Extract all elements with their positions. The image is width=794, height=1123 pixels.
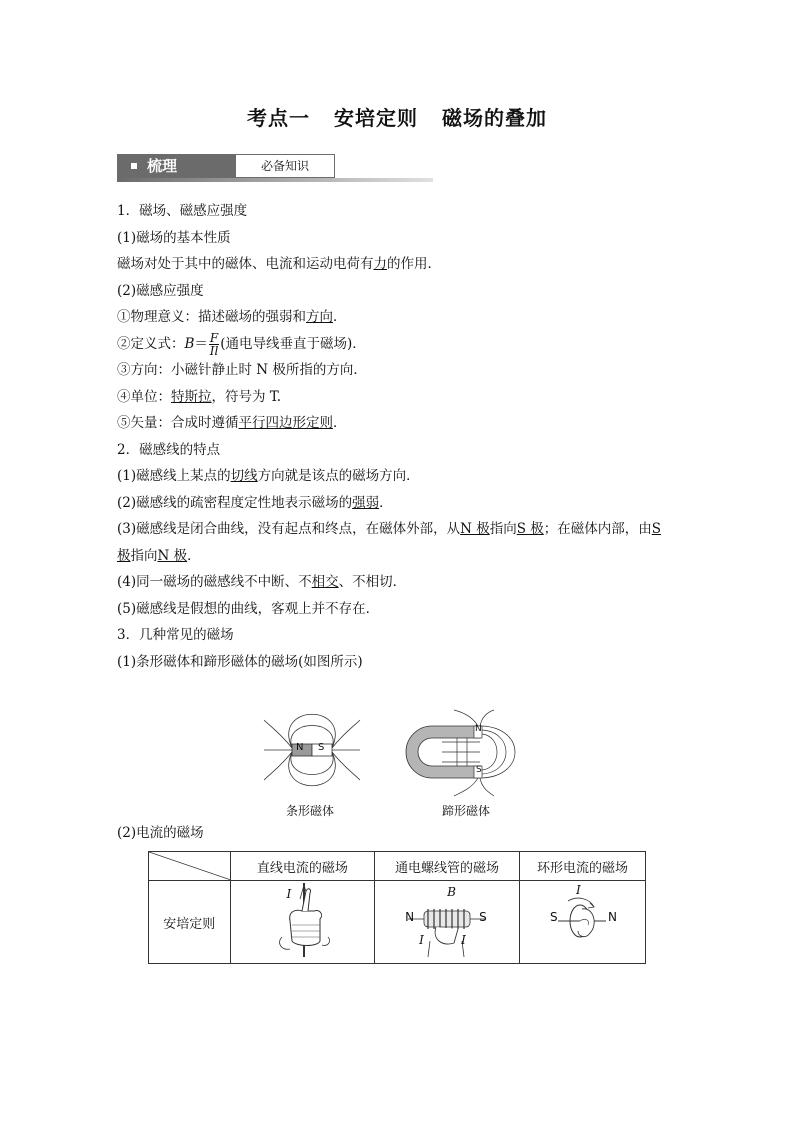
horseshoe-magnet-caption: 蹄形磁体 xyxy=(442,804,491,818)
table-header-row xyxy=(149,852,646,881)
bar-pole-n: N xyxy=(296,742,304,753)
bar-pole-s: S xyxy=(318,742,325,753)
item-definition: ②定义式：B＝ $\frac{F}{Il}$ (通电导线垂直于磁场)． xyxy=(117,330,366,358)
banner-rule xyxy=(117,178,433,182)
ampere-rule-table xyxy=(148,851,646,964)
feature-4: (4)同一磁场的磁感线不中断、不相交、不相切． xyxy=(117,574,407,590)
diagonal-line xyxy=(149,852,231,880)
subheading-3-1: (1)条形磁体和蹄形磁体的磁场(如图所示) xyxy=(117,653,363,670)
formula-fraction: $\frac{F}{Il}$ xyxy=(209,330,219,358)
feature-3: (3)磁感线是闭合曲线，没有起点和终点，在磁体外部，从N 极指向S 极；在磁体内部，由S xyxy=(117,521,662,537)
bar-magnet-diagram xyxy=(262,708,362,798)
loop-current-label: I xyxy=(575,883,581,897)
bar-magnet-caption: 条形磁体 xyxy=(286,804,335,818)
banner-dark xyxy=(117,154,235,178)
horseshoe-magnet-diagram xyxy=(402,708,532,798)
heading-2: 2．磁感线的特点 xyxy=(117,441,221,458)
banner-dark-label: 梳理 xyxy=(147,157,178,175)
feature-3-cont: 极指向N 极． xyxy=(117,547,201,564)
header-straight-current: 直线电流的磁场 xyxy=(230,852,375,881)
heading-1: 1．磁场、磁感应强度 xyxy=(117,203,248,219)
item-vector: ⑤矢量：合成时遵循平行四边形定则． xyxy=(117,415,347,431)
content-body xyxy=(117,198,677,675)
feature-5: (5)磁感线是假想的曲线，客观上并不存在． xyxy=(117,600,380,617)
item-direction: ③方向：小磁针静止时 N 极所指的方向． xyxy=(117,362,367,378)
solenoid-current-right: I xyxy=(461,933,466,947)
page-title xyxy=(0,102,794,131)
item-unit: ④单位：特斯拉，符号为 T. xyxy=(117,388,282,405)
heading-3: 3．几种常见的磁场 xyxy=(117,627,234,643)
solenoid-current-left: I xyxy=(419,933,424,947)
magnet-figures xyxy=(262,708,532,823)
header-solenoid: 通电螺线管的磁场 xyxy=(375,852,520,881)
table-row xyxy=(149,881,646,964)
table-corner-cell xyxy=(149,852,231,881)
section-banner xyxy=(117,154,433,182)
current-label-straight: I xyxy=(286,887,292,901)
item-meaning: ①物理意义：描述磁场的强弱和方向． xyxy=(117,309,347,325)
right-hand-straight-wire-icon xyxy=(262,881,342,959)
banner-light-label: 必备知识 xyxy=(235,154,335,178)
solenoid-pole-n: N xyxy=(405,910,415,924)
solenoid-field-label: B xyxy=(447,885,456,899)
header-loop-current: 环形电流的磁场 xyxy=(519,852,645,881)
loop-pole-s: S xyxy=(549,910,558,924)
section-current-field: (2)电流的磁场 xyxy=(117,825,204,841)
horseshoe-pole-n: N xyxy=(475,724,482,734)
loop-pole-n: N xyxy=(607,910,617,924)
horseshoe-pole-s: S xyxy=(476,765,482,775)
title-part2: 安培定则 xyxy=(334,106,418,130)
feature-2: (2)磁感线的疏密程度定性地表示磁场的强弱． xyxy=(117,494,393,511)
feature-1: (1)磁感线上某点的切线方向就是该点的磁场方向． xyxy=(117,468,420,484)
subheading-1-1: (1)磁场的基本性质 xyxy=(117,229,231,246)
square-icon xyxy=(131,163,137,169)
cell-solenoid xyxy=(375,881,520,964)
solenoid-pole-s: S xyxy=(479,910,487,924)
cell-straight-current xyxy=(230,881,375,964)
cell-loop-current xyxy=(519,881,645,964)
paragraph-1: 磁场对处于其中的磁体、电流和运动电荷有力的作用． xyxy=(117,256,441,272)
title-part3: 磁场的叠加 xyxy=(441,106,547,130)
title-part1: 考点一 xyxy=(247,106,311,130)
row-label-ampere-rule: 安培定则 xyxy=(149,881,231,964)
subheading-1-2: (2)磁感应强度 xyxy=(117,282,204,299)
